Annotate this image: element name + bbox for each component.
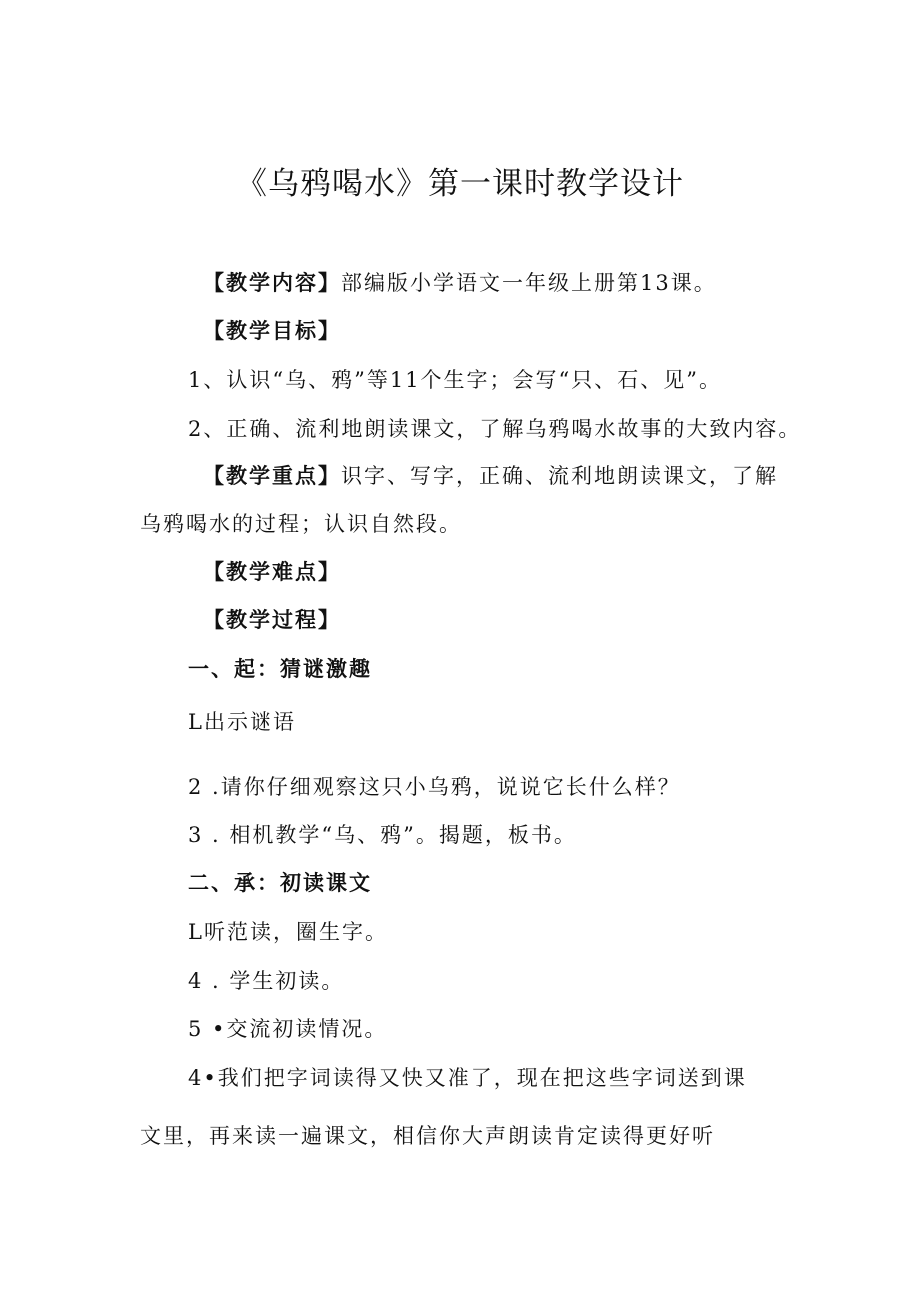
difficulty-label: 【教学难点】: [203, 560, 341, 584]
teaching-content-text: 部编版小学语文一年级上册第13课。: [341, 271, 717, 295]
key-points-line: [203, 461, 778, 491]
key-points-label: 【教学重点】: [203, 464, 341, 488]
goal-item-2: 2、正确、流利地朗读课文，了解乌鸦喝水故事的大致内容。: [188, 417, 802, 441]
key-points-text: 识字、写字，正确、流利地朗读课文，了解: [341, 464, 778, 488]
section-2-item-1: L听范读，圈生字。: [188, 920, 388, 944]
section-2-heading: 二、承：初读课文: [188, 871, 372, 895]
section-1-heading: 一、起：猜谜激趣: [188, 657, 372, 681]
teaching-goals-label: 【教学目标】: [203, 319, 341, 343]
process-label: 【教学过程】: [203, 608, 341, 632]
document-title: 《乌鸦喝水》第一课时教学设计: [236, 166, 684, 202]
teaching-content-line: [203, 268, 717, 298]
section-1-item-3: 3 . 相机教学“乌、鸦”。揭题，板书。: [188, 823, 577, 847]
section-2-item-2: 4 . 学生初读。: [188, 969, 345, 993]
section-2-item-3: 5 •交流初读情况。: [188, 1017, 388, 1041]
goal-item-1: 1、认识“乌、鸦”等11个生字；会写“只、石、见”。: [188, 368, 723, 392]
section-1-item-1: L出示谜语: [188, 710, 296, 734]
teaching-content-label: 【教学内容】: [203, 271, 341, 295]
section-2-item-4: 4•我们把字词读得又快又准了，现在把这些字词送到课: [188, 1066, 747, 1090]
key-points-text-continued: 乌鸦喝水的过程；认识自然段。: [140, 512, 462, 536]
section-2-item-4-continued: 文里，再来读一遍课文，相信你大声朗读肯定读得更好听: [140, 1124, 715, 1148]
section-1-item-2: 2 .请你仔细观察这只小乌鸦，说说它长什么样？: [188, 775, 681, 799]
